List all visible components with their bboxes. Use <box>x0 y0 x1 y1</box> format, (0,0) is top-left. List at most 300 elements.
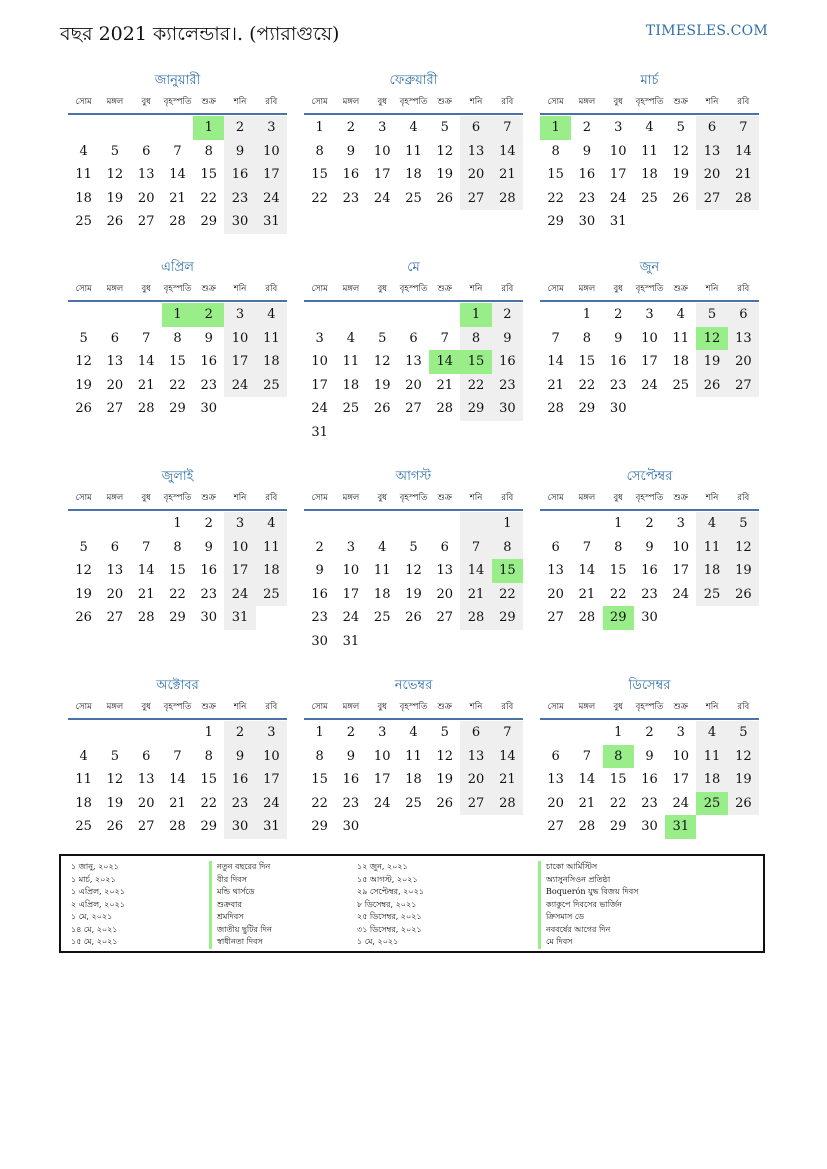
day-cell: 29 <box>200 819 218 835</box>
day-cell: 3 <box>256 116 287 140</box>
day-cell: 20 <box>696 163 727 187</box>
day-cell: 30 <box>311 633 328 649</box>
day-cell: 21 <box>137 586 155 602</box>
day-cell: 13 <box>436 563 454 579</box>
empty-day-cell <box>492 815 523 839</box>
empty-day-cell <box>367 421 398 445</box>
day-cell: 21 <box>436 377 454 393</box>
day-cell: 29 <box>200 214 218 230</box>
weekday-label: মঙ্গল <box>578 702 596 712</box>
day-cell: 3 <box>614 120 623 136</box>
weekday-header <box>68 281 287 302</box>
day-cell: 11 <box>696 536 727 560</box>
empty-day-cell <box>304 303 335 327</box>
empty-day-cell <box>728 815 759 839</box>
month-block <box>304 469 523 653</box>
empty-day-cell <box>68 721 99 745</box>
day-cell: 3 <box>676 725 685 741</box>
weekday-label: শুক্র <box>437 702 452 712</box>
day-cell: 24 <box>224 374 255 398</box>
day-grid <box>540 512 759 630</box>
day-cell: 6 <box>110 539 120 555</box>
day-cell: 14 <box>578 563 596 579</box>
day-cell: 6 <box>728 303 759 327</box>
month-name: মে <box>407 260 420 275</box>
day-cell: 4 <box>409 725 418 741</box>
holiday-day-cell: 1 <box>540 116 571 140</box>
day-cell: 16 <box>578 167 596 183</box>
day-cell: 13 <box>137 167 155 183</box>
day-cell: 23 <box>492 374 523 398</box>
day-cell: 29 <box>609 819 627 835</box>
day-cell: 21 <box>578 586 596 602</box>
month-name: আগস্ট <box>395 469 432 484</box>
weekday-label: বৃহস্পতি <box>163 284 192 294</box>
day-cell: 25 <box>672 377 690 393</box>
day-cell: 21 <box>547 377 564 393</box>
day-cell: 21 <box>460 583 491 607</box>
day-cell: 10 <box>672 748 690 764</box>
day-cell: 22 <box>578 377 596 393</box>
weekday-label: সোম <box>311 284 328 294</box>
weekday-label: মঙ্গল <box>342 493 360 503</box>
day-cell: 25 <box>256 583 287 607</box>
day-cell: 13 <box>106 563 124 579</box>
weekday-label: শুক্র <box>673 702 688 712</box>
weekday-label: বৃহস্পতি <box>635 702 664 712</box>
legend-holiday: শুক্রবার <box>209 899 272 912</box>
day-cell: 21 <box>492 163 523 187</box>
empty-day-cell <box>256 397 287 421</box>
day-cell: 6 <box>551 539 560 555</box>
empty-day-cell <box>398 815 429 839</box>
weekday-label: বুধ <box>377 97 387 107</box>
day-cell: 25 <box>696 583 727 607</box>
weekday-label: শুক্র <box>673 284 688 294</box>
day-cell: 22 <box>460 374 491 398</box>
empty-day-cell <box>634 210 665 234</box>
day-cell: 19 <box>672 167 690 183</box>
day-cell: 17 <box>672 772 690 788</box>
day-cell: 18 <box>256 559 287 583</box>
day-cell: 18 <box>256 350 287 374</box>
day-cell: 16 <box>342 167 360 183</box>
weekday-label: বৃহস্পতি <box>163 493 192 503</box>
day-cell: 8 <box>614 539 623 555</box>
day-cell: 14 <box>460 559 491 583</box>
day-cell: 25 <box>75 819 92 835</box>
legend-holiday: জাতীয় ছুটির দিন <box>209 924 272 937</box>
day-cell: 2 <box>645 516 654 532</box>
legend-date: ৩১ ডিসেম্বর, ২০২১ <box>357 924 422 934</box>
month-block <box>540 73 759 234</box>
day-cell: 7 <box>492 721 523 745</box>
day-cell: 16 <box>224 768 255 792</box>
day-cell: 5 <box>728 512 759 536</box>
legend-date: ১ মে, ২০২১ <box>357 937 399 946</box>
day-cell: 12 <box>436 748 454 764</box>
day-cell: 15 <box>169 354 186 370</box>
day-cell: 16 <box>609 354 627 370</box>
weekday-label: শনি <box>233 702 247 712</box>
weekday-label: সোম <box>547 97 564 107</box>
day-cell: 28 <box>578 610 596 626</box>
holiday-day-cell: 2 <box>193 303 224 327</box>
month-name: এপ্রিল <box>161 260 194 275</box>
day-cell: 25 <box>641 190 658 206</box>
day-cell: 18 <box>696 559 727 583</box>
legend-date: ১৫ মে, ২০২১ <box>71 937 118 946</box>
empty-day-cell <box>162 721 193 745</box>
empty-day-cell <box>492 421 523 445</box>
weekday-label: মঙ্গল <box>106 284 124 294</box>
site-link[interactable]: TIMESLES.COM <box>645 23 768 39</box>
weekday-label: মঙ্গল <box>578 493 596 503</box>
day-cell: 23 <box>641 795 658 811</box>
day-cell: 16 <box>311 586 328 602</box>
day-cell: 6 <box>551 748 560 764</box>
day-cell: 1 <box>582 307 592 323</box>
day-cell: 3 <box>315 330 324 346</box>
day-cell: 12 <box>405 563 422 579</box>
weekday-label: বৃহস্পতি <box>635 284 664 294</box>
day-cell: 28 <box>547 401 564 417</box>
weekday-label: শনি <box>233 284 247 294</box>
legend-date: ১৪ মে, ২০২১ <box>71 924 118 934</box>
day-cell: 19 <box>728 559 759 583</box>
day-cell: 12 <box>373 354 391 370</box>
day-cell: 17 <box>373 772 391 788</box>
day-cell: 4 <box>346 330 356 346</box>
day-cell: 19 <box>106 795 124 811</box>
weekday-label: সোম <box>547 284 564 294</box>
day-cell: 3 <box>346 539 356 555</box>
day-cell: 10 <box>256 140 287 164</box>
empty-day-cell <box>99 116 130 140</box>
day-cell: 9 <box>582 143 592 159</box>
day-cell: 23 <box>200 377 218 393</box>
day-cell: 23 <box>342 190 360 206</box>
day-cell: 11 <box>256 327 287 351</box>
day-cell: 2 <box>614 307 623 323</box>
weekday-label: রবি <box>501 702 514 712</box>
day-cell: 22 <box>609 586 627 602</box>
day-cell: 3 <box>378 725 387 741</box>
weekday-label: বৃহস্পতি <box>399 97 428 107</box>
weekday-label: শনি <box>469 97 483 107</box>
day-cell: 8 <box>315 143 324 159</box>
day-cell: 3 <box>224 512 255 536</box>
legend-names-right <box>538 861 638 949</box>
empty-day-cell <box>131 721 162 745</box>
empty-day-cell <box>696 210 727 234</box>
weekday-label: বুধ <box>377 493 387 503</box>
day-cell: 11 <box>342 354 360 370</box>
day-cell: 25 <box>405 190 422 206</box>
day-cell: 17 <box>373 167 391 183</box>
empty-day-cell <box>540 721 571 745</box>
weekday-header <box>540 490 759 511</box>
day-cell: 17 <box>641 354 658 370</box>
empty-day-cell <box>429 512 460 536</box>
day-cell: 5 <box>110 748 120 764</box>
weekday-header <box>304 94 523 115</box>
day-cell: 21 <box>169 190 186 206</box>
holiday-day-cell: 15 <box>460 350 491 374</box>
day-grid <box>304 512 523 653</box>
day-grid <box>68 116 287 234</box>
weekday-label: বুধ <box>613 702 623 712</box>
day-cell: 2 <box>346 120 356 136</box>
empty-day-cell <box>304 512 335 536</box>
day-cell: 14 <box>547 354 564 370</box>
empty-day-cell <box>429 303 460 327</box>
day-cell: 2 <box>582 120 592 136</box>
empty-day-cell <box>398 630 429 654</box>
weekday-label: রবি <box>265 97 278 107</box>
day-cell: 24 <box>672 586 690 602</box>
weekday-label: মঙ্গল <box>342 702 360 712</box>
day-cell: 14 <box>728 140 759 164</box>
month-name: সেপ্টেম্বর <box>626 469 673 484</box>
empty-day-cell <box>131 512 162 536</box>
empty-day-cell <box>429 630 460 654</box>
day-cell: 1 <box>315 120 324 136</box>
day-cell: 23 <box>578 190 596 206</box>
day-cell: 11 <box>75 167 92 183</box>
day-cell: 1 <box>315 725 324 741</box>
legend-holiday: নতুন বছরের দিন <box>209 861 272 874</box>
day-cell: 28 <box>137 610 155 626</box>
weekday-label: শনি <box>469 493 483 503</box>
weekday-label: মঙ্গল <box>578 97 596 107</box>
weekday-label: শনি <box>705 284 719 294</box>
day-cell: 9 <box>346 143 356 159</box>
weekday-label: শনি <box>705 493 719 503</box>
day-cell: 11 <box>405 748 422 764</box>
day-cell: 8 <box>492 536 523 560</box>
day-cell: 12 <box>106 167 124 183</box>
empty-day-cell <box>540 303 571 327</box>
day-cell: 24 <box>373 795 391 811</box>
weekday-header <box>304 490 523 511</box>
day-cell: 11 <box>75 772 92 788</box>
day-cell: 11 <box>373 563 391 579</box>
day-cell: 16 <box>200 563 218 579</box>
day-cell: 10 <box>311 354 328 370</box>
day-cell: 7 <box>460 536 491 560</box>
weekday-label: বৃহস্পতি <box>163 702 192 712</box>
weekday-label: বৃহস্পতি <box>399 702 428 712</box>
day-cell: 13 <box>405 354 422 370</box>
day-cell: 30 <box>224 210 255 234</box>
day-cell: 27 <box>106 610 124 626</box>
day-cell: 20 <box>728 350 759 374</box>
day-cell: 26 <box>436 795 454 811</box>
day-cell: 24 <box>609 190 627 206</box>
day-cell: 16 <box>224 163 255 187</box>
day-cell: 5 <box>110 143 120 159</box>
day-cell: 20 <box>137 190 155 206</box>
day-cell: 22 <box>200 190 218 206</box>
weekday-label: শুক্র <box>201 493 216 503</box>
day-cell: 5 <box>440 120 449 136</box>
empty-day-cell <box>460 815 491 839</box>
day-cell: 3 <box>645 307 654 323</box>
month-block <box>304 73 523 210</box>
day-cell: 4 <box>645 120 654 136</box>
day-cell: 20 <box>106 377 124 393</box>
day-cell: 24 <box>256 187 287 211</box>
legend-dates-left <box>71 861 125 949</box>
legend-dates-right <box>357 861 424 949</box>
day-cell: 2 <box>224 116 255 140</box>
weekday-label: সোম <box>311 702 328 712</box>
day-cell: 13 <box>460 745 491 769</box>
day-cell: 17 <box>342 586 360 602</box>
day-grid <box>540 116 759 234</box>
day-cell: 8 <box>204 748 213 764</box>
weekday-label: বুধ <box>613 493 623 503</box>
day-cell: 7 <box>551 330 560 346</box>
day-cell: 27 <box>728 374 759 398</box>
day-cell: 20 <box>436 586 454 602</box>
weekday-label: রবি <box>737 284 750 294</box>
day-cell: 8 <box>315 748 324 764</box>
day-cell: 2 <box>224 721 255 745</box>
weekday-label: বুধ <box>141 493 151 503</box>
holiday-day-cell: 1 <box>162 303 193 327</box>
day-cell: 7 <box>142 330 151 346</box>
weekday-label: রবি <box>737 97 750 107</box>
day-cell: 14 <box>169 772 186 788</box>
weekday-label: রবি <box>265 284 278 294</box>
day-grid <box>68 512 287 630</box>
day-cell: 25 <box>342 401 360 417</box>
holiday-day-cell: 25 <box>696 792 727 816</box>
day-cell: 24 <box>342 610 360 626</box>
day-cell: 6 <box>460 116 491 140</box>
weekday-label: বৃহস্পতি <box>635 97 664 107</box>
day-cell: 16 <box>641 563 658 579</box>
day-cell: 10 <box>224 536 255 560</box>
day-cell: 5 <box>378 330 387 346</box>
day-cell: 17 <box>224 559 255 583</box>
weekday-label: বুধ <box>613 284 623 294</box>
day-cell: 6 <box>110 330 120 346</box>
empty-day-cell <box>696 606 727 630</box>
day-cell: 31 <box>311 424 328 440</box>
day-cell: 31 <box>256 815 287 839</box>
day-cell: 25 <box>256 374 287 398</box>
holiday-day-cell: 1 <box>193 116 224 140</box>
empty-day-cell <box>696 397 727 421</box>
month-block <box>68 469 287 630</box>
day-cell: 7 <box>173 143 182 159</box>
day-cell: 27 <box>106 401 124 417</box>
day-cell: 14 <box>169 167 186 183</box>
weekday-header <box>540 699 759 720</box>
weekday-label: বুধ <box>377 702 387 712</box>
empty-day-cell <box>398 421 429 445</box>
day-cell: 1 <box>204 725 213 741</box>
day-cell: 20 <box>405 377 422 393</box>
weekday-label: বৃহস্পতি <box>635 493 664 503</box>
weekday-label: শুক্র <box>437 284 452 294</box>
month-name: মার্চ <box>640 73 659 88</box>
day-cell: 16 <box>342 772 360 788</box>
empty-day-cell <box>68 303 99 327</box>
day-cell: 17 <box>256 768 287 792</box>
day-cell: 23 <box>311 610 328 626</box>
day-cell: 11 <box>696 745 727 769</box>
day-cell: 21 <box>169 795 186 811</box>
weekday-label: শুক্র <box>201 284 216 294</box>
empty-day-cell <box>367 303 398 327</box>
legend-date: ২ এপ্রিল, ২০২১ <box>71 899 125 909</box>
month-block <box>540 260 759 421</box>
day-cell: 28 <box>169 819 186 835</box>
empty-day-cell <box>162 116 193 140</box>
day-cell: 17 <box>609 167 627 183</box>
weekday-label: সোম <box>75 284 92 294</box>
day-cell: 30 <box>492 397 523 421</box>
weekday-header <box>304 699 523 720</box>
weekday-header <box>68 94 287 115</box>
day-cell: 11 <box>641 143 658 159</box>
legend-holiday: মন্ডি থার্সডে <box>209 886 272 899</box>
day-cell: 9 <box>492 327 523 351</box>
day-cell: 7 <box>173 748 182 764</box>
day-cell: 27 <box>696 187 727 211</box>
day-cell: 12 <box>75 563 92 579</box>
legend-names-left <box>209 861 272 949</box>
legend-date: ৮ ডিসেম্বর, ২০২১ <box>357 899 417 909</box>
month-name: জুন <box>639 260 660 275</box>
day-cell: 22 <box>609 795 627 811</box>
weekday-label: সোম <box>75 493 92 503</box>
day-cell: 9 <box>315 563 324 579</box>
day-cell: 28 <box>137 401 155 417</box>
empty-day-cell <box>131 116 162 140</box>
day-cell: 5 <box>79 330 88 346</box>
day-cell: 24 <box>641 377 658 393</box>
day-cell: 12 <box>75 354 92 370</box>
day-cell: 15 <box>578 354 596 370</box>
day-cell: 6 <box>409 330 418 346</box>
day-cell: 3 <box>224 303 255 327</box>
day-cell: 20 <box>460 163 491 187</box>
weekday-label: বুধ <box>141 284 151 294</box>
day-cell: 7 <box>142 539 151 555</box>
day-cell: 18 <box>405 167 422 183</box>
day-cell: 18 <box>405 772 422 788</box>
legend-holiday: ক্যাকুপে দিবসের ভার্জিন <box>538 899 638 912</box>
day-grid <box>304 116 523 210</box>
holiday-day-cell: 1 <box>460 303 491 327</box>
day-cell: 25 <box>373 610 391 626</box>
day-cell: 22 <box>169 377 186 393</box>
day-grid <box>304 303 523 444</box>
day-cell: 21 <box>137 377 155 393</box>
day-cell: 7 <box>440 330 449 346</box>
empty-day-cell <box>665 210 696 234</box>
weekday-label: মঙ্গল <box>342 97 360 107</box>
day-cell: 15 <box>169 563 186 579</box>
day-grid <box>68 721 287 839</box>
empty-day-cell <box>335 512 366 536</box>
day-cell: 8 <box>551 143 560 159</box>
